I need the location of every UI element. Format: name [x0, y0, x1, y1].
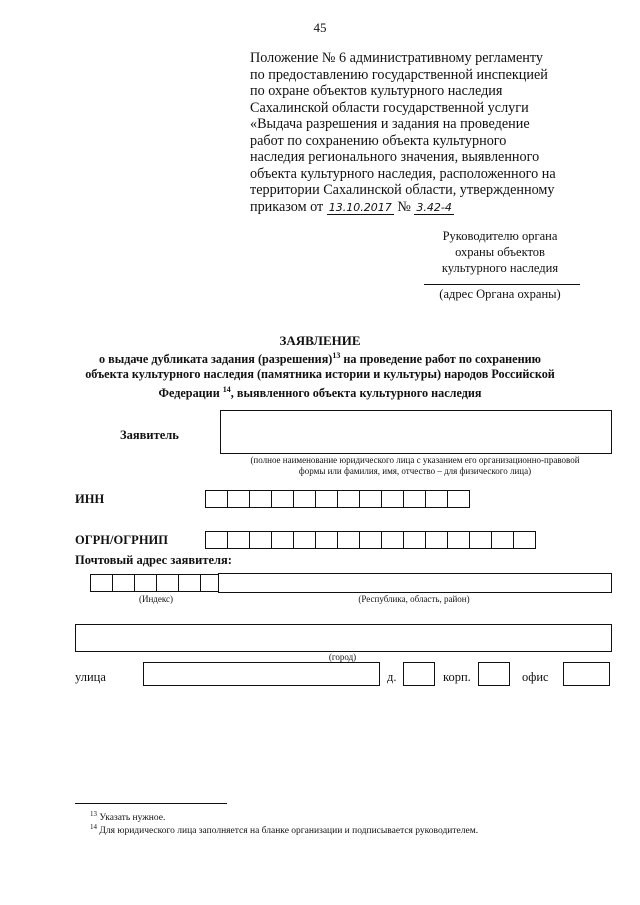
digit-cell[interactable]: [205, 531, 228, 549]
digit-cell[interactable]: [205, 490, 228, 508]
subtitle-line: Федерации: [158, 386, 223, 401]
caption-line: формы или фамилия, имя, отчество – для физического лица): [298, 466, 532, 476]
house-label: д.: [387, 670, 397, 684]
preamble-line: объекта культурного наследия, расположенного на: [250, 165, 556, 182]
address-line[interactable]: [424, 284, 580, 285]
digit-cell[interactable]: [426, 490, 448, 508]
digit-cell[interactable]: [470, 531, 492, 549]
digit-cell[interactable]: [382, 490, 404, 508]
digit-cell[interactable]: [492, 531, 514, 549]
digit-cell[interactable]: [382, 531, 404, 549]
preamble-line: наследия регионального значения, выявленного: [250, 149, 540, 165]
inn-field[interactable]: [205, 490, 470, 508]
digit-cell[interactable]: [514, 531, 536, 549]
footnote-text: Указать нужное.: [97, 813, 166, 824]
postal-index-field[interactable]: [90, 574, 223, 592]
digit-cell[interactable]: [360, 531, 382, 549]
index-caption: (Индекс): [138, 594, 174, 604]
footnote-divider: [75, 803, 227, 804]
digit-cell[interactable]: [294, 531, 316, 549]
digit-cell[interactable]: [426, 531, 448, 549]
building-field[interactable]: [478, 662, 510, 686]
applicant-name-field[interactable]: [220, 410, 612, 454]
order-number: 3.42-4: [416, 200, 452, 214]
preamble-line: работ по сохранению объекта культурного: [250, 132, 507, 149]
applicant-caption: [215, 455, 615, 477]
ogrn-field[interactable]: [205, 531, 536, 549]
preamble-line: Положение № 6 административному регламенту: [250, 50, 543, 66]
region-field[interactable]: [218, 573, 612, 593]
preamble-line: «Выдача разрешения и задания на проведение: [250, 116, 530, 132]
digit-cell[interactable]: [316, 490, 338, 508]
digit-cell[interactable]: [113, 574, 135, 592]
footnote-14: [90, 823, 478, 836]
subtitle-line: на проведение работ по сохранению: [340, 352, 541, 367]
office-field[interactable]: [563, 662, 610, 686]
digit-cell[interactable]: [448, 531, 470, 549]
digit-cell[interactable]: [157, 574, 179, 592]
street-field[interactable]: [143, 662, 380, 686]
preamble-line: территории Сахалинской области, утвержденному: [250, 182, 555, 198]
footnote-number: 14: [90, 823, 97, 831]
digit-cell[interactable]: [228, 490, 250, 508]
footnote-13: [90, 810, 165, 823]
caption-line: (полное наименование юридического лица с указанием его организационно-правовой: [250, 455, 580, 465]
subtitle-line: , выявленного объекта культурного наследия: [230, 386, 482, 401]
digit-cell[interactable]: [90, 574, 113, 592]
digit-cell[interactable]: [272, 531, 294, 549]
digit-cell[interactable]: [404, 490, 426, 508]
digit-cell[interactable]: [228, 531, 250, 549]
building-label: корп.: [443, 670, 471, 684]
digit-cell[interactable]: [404, 531, 426, 549]
addressee-line: охраны объектов: [455, 245, 545, 259]
order-date: 13.10.2017: [328, 200, 392, 214]
subtitle-line: объекта культурного наследия (памятника истории и культуры) народов Российской: [85, 367, 555, 382]
order-prefix: приказом от: [250, 198, 324, 215]
digit-cell[interactable]: [338, 490, 360, 508]
preamble-line: Сахалинской области государственной услуги: [250, 99, 529, 116]
digit-cell[interactable]: [250, 531, 272, 549]
addressee-block: [420, 228, 580, 276]
order-no-label: №: [397, 198, 411, 215]
region-caption: (Республика, область, район): [358, 594, 470, 604]
applicant-label: Заявитель: [120, 428, 179, 442]
house-field[interactable]: [403, 662, 435, 686]
footnote-ref: 14: [222, 385, 231, 395]
addressee-line: культурного наследия: [441, 261, 559, 275]
digit-cell[interactable]: [360, 490, 382, 508]
order-line: [250, 199, 580, 217]
addressee-line: Руководителю органа: [442, 229, 558, 243]
ogrn-label: ОГРН/ОГРНИП: [75, 533, 168, 547]
subtitle-line: о выдаче дубликата задания (разрешения): [99, 352, 333, 367]
address-caption: (адрес Органа охраны): [439, 287, 561, 301]
digit-cell[interactable]: [316, 531, 338, 549]
city-field[interactable]: [75, 624, 612, 652]
digit-cell[interactable]: [272, 490, 294, 508]
footnote-text: Для юридического лица заполняется на бланке организации и подписывается руководителем.: [97, 826, 479, 837]
regulation-reference: [250, 50, 580, 216]
preamble-line: по охране объектов культурного наследия: [250, 83, 503, 99]
document-subtitle: [60, 348, 580, 401]
footnote-number: 13: [90, 810, 97, 818]
street-label: улица: [75, 670, 106, 684]
city-caption: (город): [328, 652, 357, 662]
digit-cell[interactable]: [448, 490, 470, 508]
preamble-line: по предоставлению государственной инспекцией: [250, 66, 548, 83]
office-label: офис: [522, 670, 549, 684]
page-number: 45: [313, 20, 327, 35]
digit-cell[interactable]: [179, 574, 201, 592]
document-title: ЗАЯВЛЕНИЕ: [279, 333, 361, 348]
footnote-ref: 13: [332, 351, 341, 360]
digit-cell[interactable]: [294, 490, 316, 508]
inn-label: ИНН: [75, 492, 105, 506]
digit-cell[interactable]: [338, 531, 360, 549]
postal-address-label: Почтовый адрес заявителя:: [75, 553, 232, 567]
digit-cell[interactable]: [135, 574, 157, 592]
digit-cell[interactable]: [250, 490, 272, 508]
